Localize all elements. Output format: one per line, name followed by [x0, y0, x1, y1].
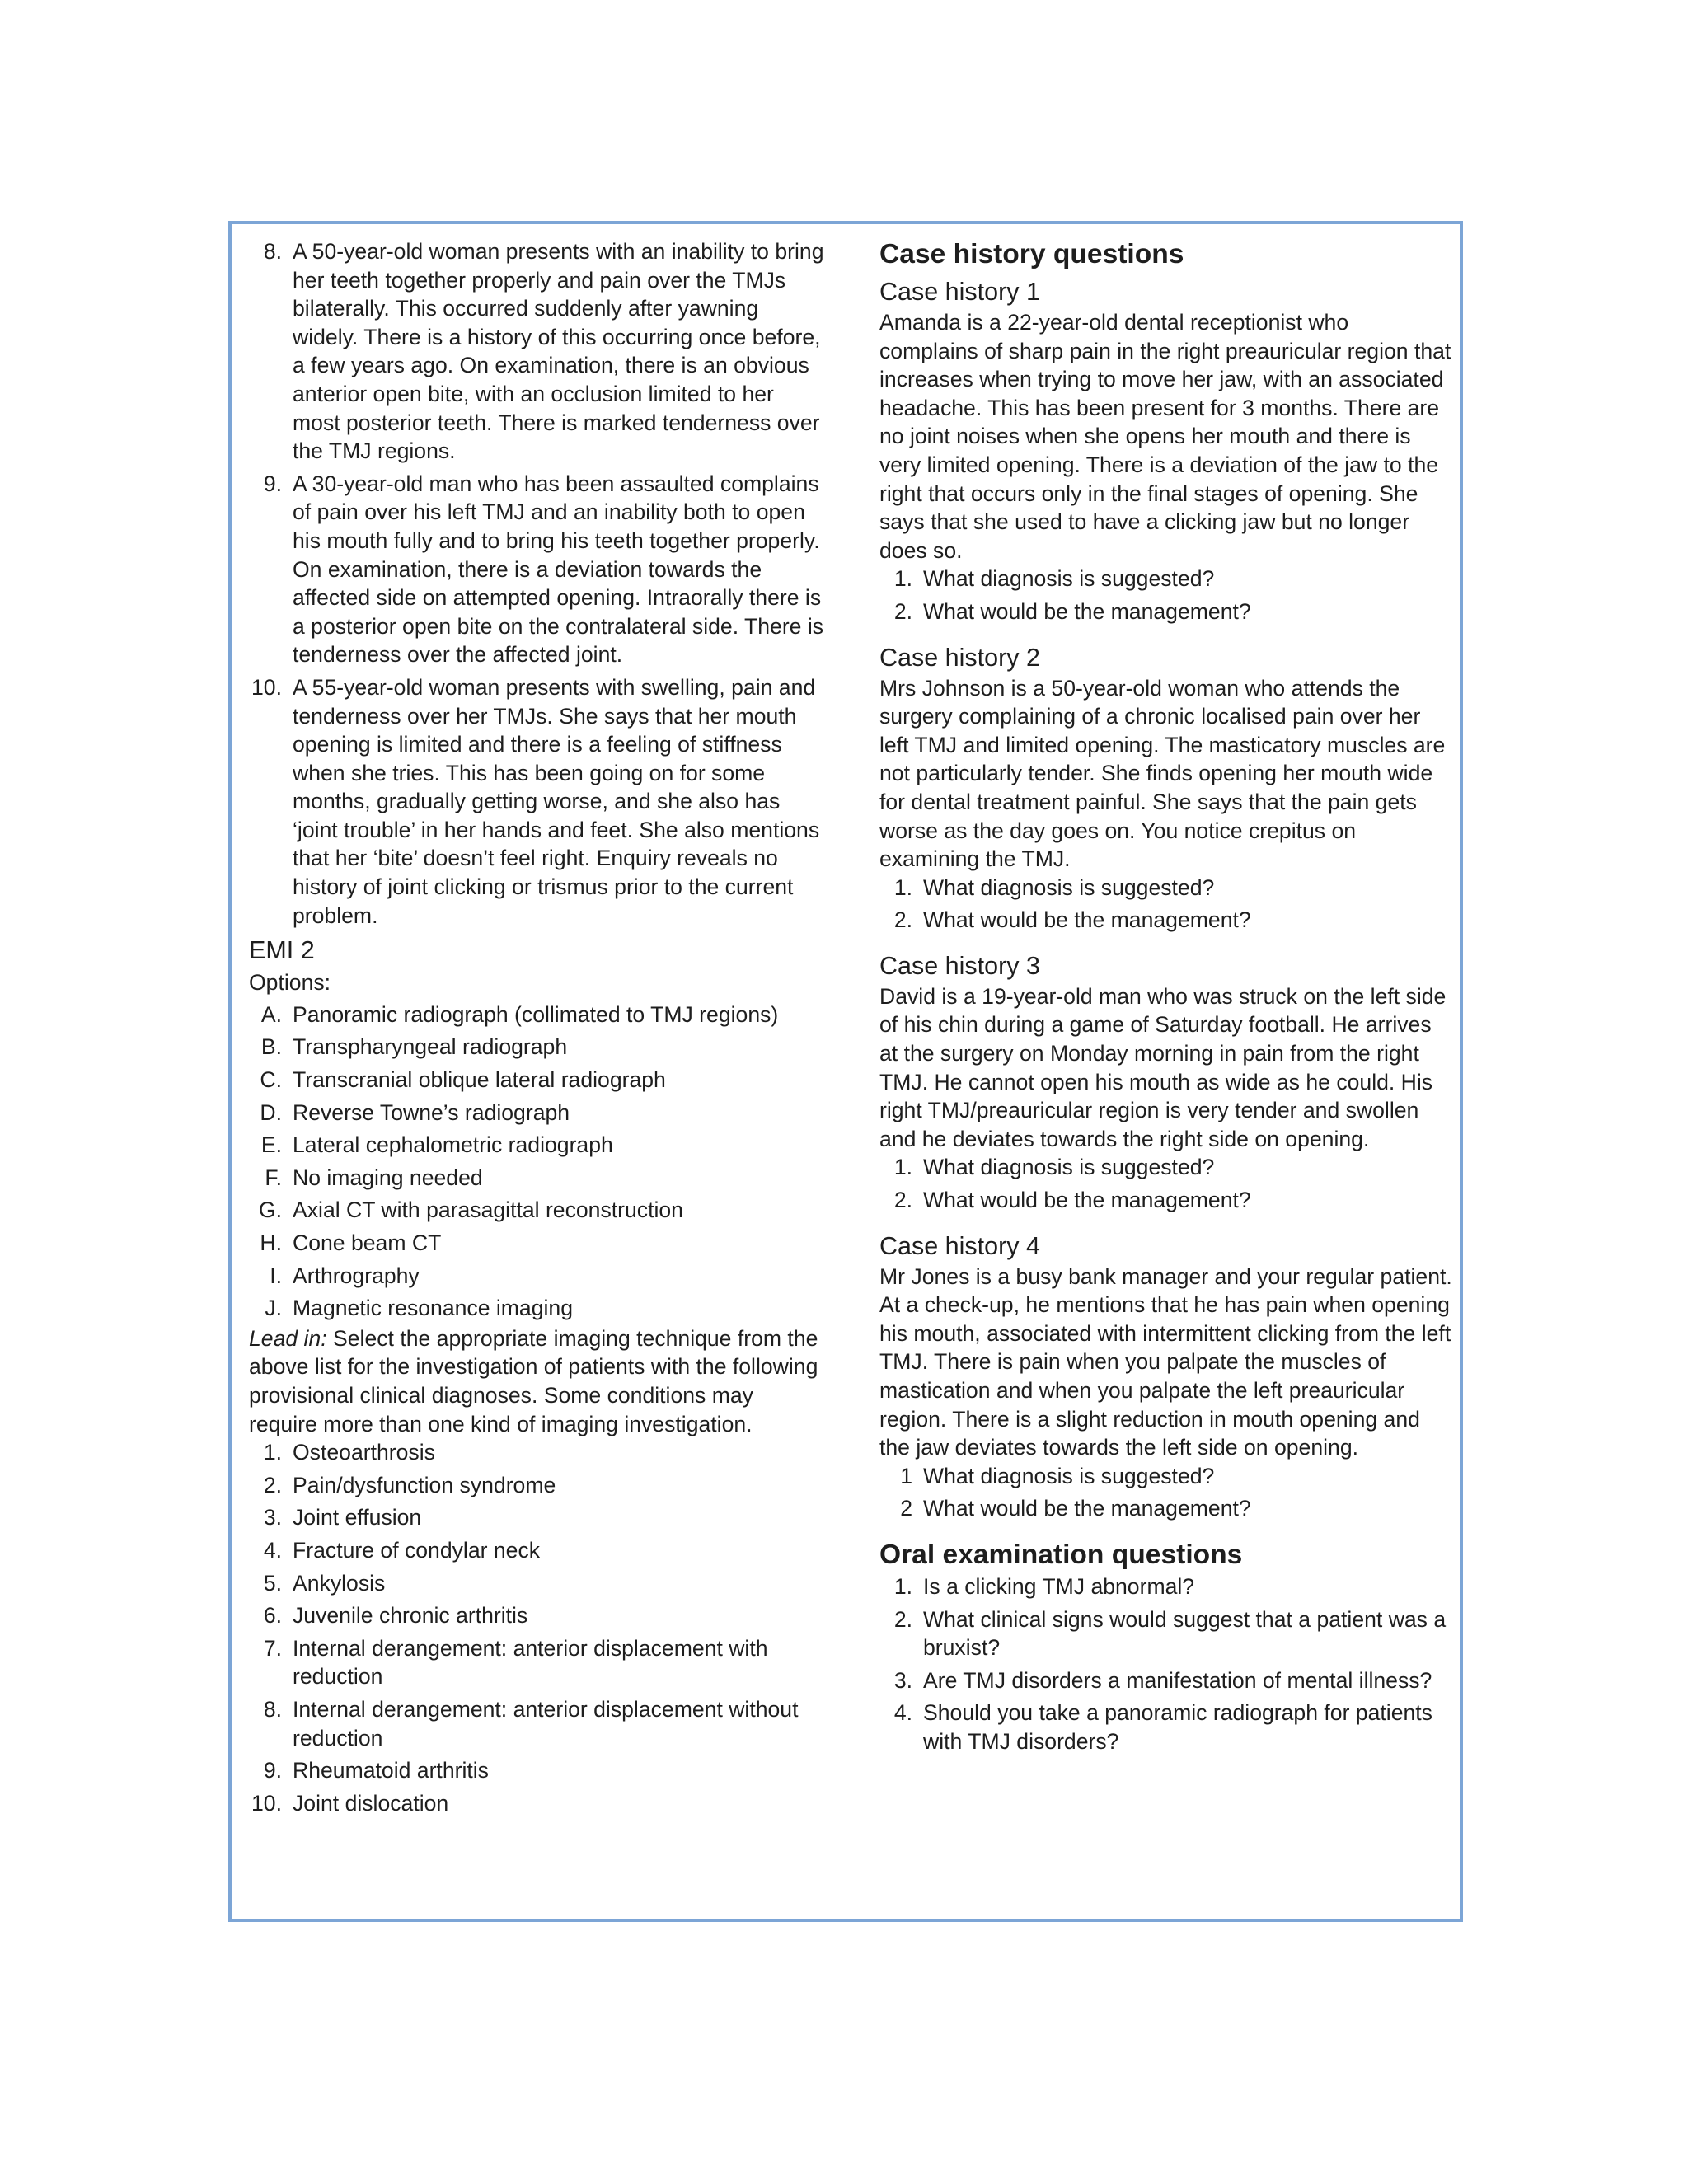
option-letter: A. [260, 1001, 282, 1027]
diagnosis-number: 9. [263, 1758, 282, 1783]
option-item [249, 1033, 826, 1062]
diagnosis-number: 4. [263, 1537, 282, 1563]
oral-exam-section-title: Oral examination questions [879, 1539, 1243, 1570]
case-title: Case history 1 [879, 278, 1040, 306]
option-item [249, 1196, 826, 1225]
option-letter: B. [260, 1034, 282, 1060]
diagnosis-text: Joint effusion [293, 1505, 422, 1530]
option-item [249, 1164, 826, 1193]
diagnosis-number: 1. [263, 1440, 282, 1465]
diagnosis-item [249, 1756, 826, 1785]
options-label: Options: [249, 970, 331, 996]
option-item [249, 1262, 826, 1291]
diagnosis-text: Pain/dysfunction syndrome [293, 1472, 556, 1497]
diagnosis-number: 3. [263, 1505, 282, 1530]
case-text: David is a 19-year-old man who was struck on the left side of his chin during a game of Saturday football. He arrives at the surgery on Monday morning in pain from the right TMJ. He cannot open his mouth as wide as he could. His right TMJ/preauricular region is very tender and swollen and he deviates towards the right side on opening. [879, 983, 1447, 1151]
diagnosis-number: 2. [263, 1472, 282, 1497]
oral-question-number: 1. [893, 1573, 912, 1599]
options-list [249, 1001, 826, 1323]
diagnosis-item [249, 1634, 826, 1691]
oral-question [879, 1572, 1452, 1601]
oral-question [879, 1605, 1452, 1662]
option-item [249, 1229, 826, 1258]
diagnosis-text: Internal derangement: anterior displacement without reduction [293, 1696, 799, 1750]
option-letter: J. [265, 1296, 282, 1321]
oral-question [879, 1666, 1452, 1695]
question-item [249, 673, 826, 930]
question-item [249, 237, 826, 466]
diagnosis-item [249, 1438, 826, 1467]
case-question-text: What diagnosis is suggested? [923, 874, 1215, 900]
case-question-number: 1. [893, 566, 912, 592]
diagnosis-text: Ankylosis [293, 1570, 386, 1596]
case-text: Mr Jones is a busy bank manager and your regular patient. At a check-up, he mentions that he has pain when opening his mouth, associated with intermittent clicking from the left TMJ. There is pain when you palpate the muscles of mastication and when you palpate the left preauricular region. There is a slight reduction in mouth opening and the jaw deviates towards the left side on opening. [879, 1263, 1452, 1460]
case-question-number: 1. [893, 874, 912, 900]
option-letter: C. [260, 1067, 282, 1093]
case-question-number: 2. [893, 1188, 912, 1213]
option-text: Transpharyngeal radiograph [293, 1034, 568, 1060]
option-item [249, 1001, 826, 1029]
diagnosis-item [249, 1695, 826, 1752]
oral-question-list [879, 1572, 1452, 1756]
oral-question-number: 2. [893, 1606, 912, 1632]
oral-question-text: What clinical signs would suggest that a patient was a bruxist? [923, 1606, 1447, 1661]
case-title: Case history 4 [879, 1231, 1040, 1260]
diagnosis-text: Rheumatoid arthritis [293, 1758, 489, 1783]
diagnosis-text: Fracture of condylar neck [293, 1537, 541, 1563]
oral-question-text: Are TMJ disorders a manifestation of mental illness? [923, 1667, 1432, 1693]
emi1-question-list [249, 237, 826, 930]
diagnosis-item [249, 1569, 826, 1598]
diagnosis-item [249, 1471, 826, 1500]
case-question-list [879, 874, 1452, 935]
diagnosis-text: Osteoarthrosis [293, 1440, 435, 1465]
option-letter: I. [270, 1263, 282, 1288]
diagnosis-number: 6. [263, 1603, 282, 1629]
option-text: Arthrography [293, 1263, 420, 1288]
case-question-text: What would be the management? [923, 598, 1251, 624]
option-letter: E. [260, 1132, 282, 1158]
oral-question-text: Is a clicking TMJ abnormal? [923, 1573, 1195, 1599]
case-question-text: What would be the management? [923, 1188, 1251, 1213]
case-history-section-title: Case history questions [879, 239, 1184, 269]
case-question-list [879, 565, 1452, 626]
case-text: Mrs Johnson is a 50-year-old woman who attends the surgery complaining of a chronic localised pain over her left TMJ and limited opening. The masticatory muscles are not particularly tender. She finds opening her mouth wide for dental treatment painful. She says that the pain gets worse as the day goes on. You notice crepitus on examining the TMJ. [879, 675, 1446, 872]
oral-question-number: 4. [893, 1700, 912, 1726]
option-text: Panoramic radiograph (collimated to TMJ regions) [293, 1001, 779, 1027]
case-history-1 [879, 275, 1452, 626]
case-question-number: 2. [893, 907, 912, 933]
oral-question [879, 1699, 1452, 1755]
option-letter: G. [258, 1197, 282, 1223]
case-text: Amanda is a 22-year-old dental receptionist who complains of sharp pain in the right preauricular region that increases when trying to move her jaw, with an associated headache. This has been present for 3 months. There are no joint noises when she opens her mouth and there is very limited opening. There is a deviation of the jaw to the right that occurs only in the final stages of opening. She says that she used to have a clicking jaw but no longer does so. [879, 310, 1451, 563]
diagnosis-text: Internal derangement: anterior displacement with reduction [293, 1635, 768, 1690]
diagnosis-text: Joint dislocation [293, 1790, 449, 1816]
case-question-text: What would be the management? [923, 1496, 1251, 1521]
case-title: Case history 2 [879, 643, 1040, 672]
option-letter: D. [260, 1099, 282, 1125]
case-question-number: 1 [900, 1463, 912, 1488]
content-box [228, 221, 1463, 1922]
oral-question-number: 3. [893, 1667, 912, 1693]
case-question-text: What diagnosis is suggested? [923, 1463, 1215, 1488]
case-question-number: 2. [893, 598, 912, 624]
diagnosis-item [249, 1503, 826, 1532]
diagnosis-item [249, 1536, 826, 1565]
case-question [879, 1494, 1452, 1523]
diagnosis-item [249, 1789, 826, 1818]
diagnosis-text: Juvenile chronic arthritis [293, 1603, 528, 1629]
option-text: No imaging needed [293, 1165, 483, 1190]
case-question-list [879, 1153, 1452, 1214]
case-question-text: What diagnosis is suggested? [923, 566, 1215, 592]
option-text: Cone beam CT [293, 1230, 442, 1255]
question-number: 10. [251, 674, 282, 700]
diagnosis-item [249, 1601, 826, 1630]
option-text: Lateral cephalometric radiograph [293, 1132, 613, 1158]
lead-in-text: Select the appropriate imaging technique from the above list for the investigation of patients with the following provisional clinical diagnoses. Some conditions may require more than one kind of imaging investigation. [249, 1325, 818, 1436]
option-text: Transcranial oblique lateral radiograph [293, 1067, 666, 1093]
case-question [879, 874, 1452, 902]
case-question-list [879, 1462, 1452, 1523]
diagnosis-number: 10. [251, 1790, 282, 1816]
case-question-number: 1. [893, 1155, 912, 1180]
right-column [879, 237, 1452, 1760]
option-item [249, 1131, 826, 1160]
option-text: Axial CT with parasagittal reconstruction [293, 1197, 683, 1223]
left-column [249, 237, 826, 1817]
option-letter: F. [265, 1165, 282, 1190]
option-text: Magnetic resonance imaging [293, 1296, 574, 1321]
diagnosis-number: 7. [263, 1635, 282, 1661]
case-question [879, 1186, 1452, 1215]
question-number: 9. [263, 471, 282, 496]
case-question-text: What diagnosis is suggested? [923, 1155, 1215, 1180]
case-question [879, 598, 1452, 626]
oral-question-text: Should you take a panoramic radiograph for patients with TMJ disorders? [923, 1700, 1432, 1754]
diagnosis-number: 8. [263, 1696, 282, 1722]
option-item [249, 1066, 826, 1094]
case-title: Case history 3 [879, 951, 1040, 980]
diagnoses-list [249, 1438, 826, 1817]
case-question [879, 565, 1452, 593]
question-number: 8. [263, 239, 282, 264]
case-question [879, 1153, 1452, 1182]
case-question [879, 906, 1452, 935]
case-history-2 [879, 641, 1452, 935]
diagnosis-number: 5. [263, 1570, 282, 1596]
question-text: A 55-year-old woman presents with swelling, pain and tenderness over her TMJs. She says that her mouth opening is limited and there is a feeling of stiffness when she tries. This has been going on for some months, gradually getting worse, and she also has ‘joint trouble’ in her hands and feet. She also mentions that her ‘bite’ doesn’t feel right. Enquiry reveals no history of joint clicking or trismus prior to the current problem. [293, 674, 820, 928]
question-item [249, 470, 826, 669]
case-question-text: What would be the management? [923, 907, 1251, 933]
option-text: Reverse Towne’s radiograph [293, 1099, 570, 1125]
emi2-title: EMI 2 [249, 936, 315, 965]
option-item [249, 1099, 826, 1127]
case-question [879, 1462, 1452, 1491]
question-text: A 50-year-old woman presents with an inability to bring her teeth together properly and pain over the TMJs bilaterally. This occurred suddenly after yawning widely. There is a history of this occurring once before, a few years ago. On examination, there is an obvious anterior open bite, with an occlusion limited to her most posterior teeth. There is marked tenderness over the TMJ regions. [293, 239, 824, 464]
case-history-4 [879, 1230, 1452, 1523]
question-text: A 30-year-old man who has been assaulted complains of pain over his left TMJ and an inability both to open his mouth fully and to bring his teeth together properly. On examination, there is a deviation towards the affected side on attempted opening. Intraorally there is a posterior open bite on the contralateral side. There is tenderness over the affected joint. [293, 471, 824, 668]
option-letter: H. [260, 1230, 282, 1255]
case-question-number: 2 [900, 1496, 912, 1521]
case-history-3 [879, 949, 1452, 1215]
option-item [249, 1294, 826, 1323]
lead-in-paragraph [249, 1324, 826, 1438]
lead-in-label: Lead in: [249, 1325, 327, 1351]
